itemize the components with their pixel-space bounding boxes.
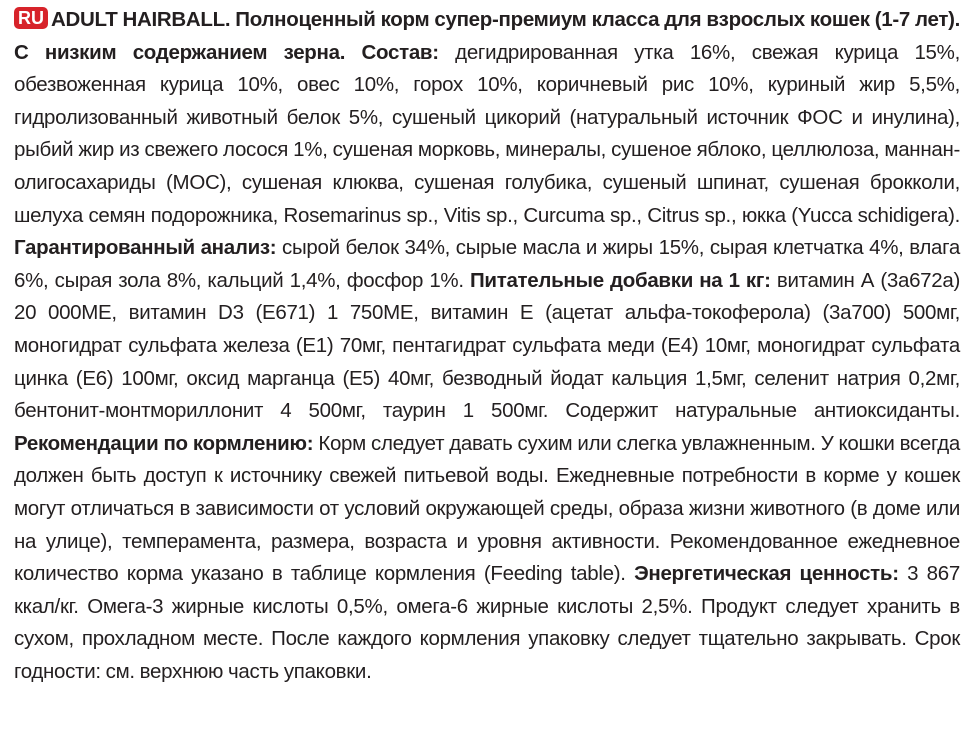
product-headline: ADULT HAIRBALL. Полноценный корм супер-премиум класса для взрослых кошек (1-7 лет). С низким содержанием зерна.	[14, 8, 960, 64]
analysis-text: сырой белок 34%, сырые масла и жиры 15%, сырая клетчатка 4%, влага 6%, сырая зола 8%, кальций 1,4%, фосфор 1%.	[14, 236, 960, 292]
composition-heading: Состав:	[361, 40, 439, 64]
composition-text: дегидрированная утка 16%, свежая курица 15%, обезвоженная курица 10%, овес 10%, горох 10%, коричневый рис 10%, куриный жир 5,5%, гидролизованный животный белок 5%, сушеный цикорий (натуральный источник ФОС и инулина), рыбий жир из свежего лосося 1%, сушеная морковь, минералы, сушеное яблоко, целлюлоза, маннан-олигосахариды (МОС), сушеная клюква, сушеная голубика, сушеный шпинат, сушеная брокколи, шелуха семян подорожника, Rosemarinus sp., Vitis sp., Curcuma sp., Citrus sp., юкка (Yucca schidigera).	[14, 40, 960, 227]
analysis-heading: Гарантированный анализ:	[14, 236, 277, 260]
energy-text: 3 867 ккал/кг. Омега-3 жирные кислоты 0,5%, омега-6 жирные кислоты 2,5%. Продукт следует хранить в сухом, прохладном месте. После каждого кормления упаковку следует тщательно закрывать. Срок годности: см. верхнюю часть упаковки.	[14, 562, 960, 683]
product-description-text	[14, 4, 960, 688]
language-badge: RU	[14, 7, 48, 29]
energy-heading: Энергетическая ценность:	[634, 562, 899, 586]
additives-heading: Питательные добавки на 1 кг:	[469, 268, 771, 292]
feeding-heading: Рекомендации по кормлению:	[14, 431, 314, 455]
feeding-text: Корм следует давать сухим или слегка увлажненным. У кошки всегда должен быть доступ к источнику свежей питьевой воды. Ежедневные потребности в корме у кошек могут отличаться в зависимости от условий окружающей среды, образа жизни животного (в доме или на улице), темперамента, размера, возраста и уровня активности. Рекомендованное ежедневное количество корма указано в таблице кормления (Feeding table).	[14, 431, 961, 586]
additives-text: витамин А (3а672а) 20 000МЕ, витамин D3 (Е671) 1 750МЕ, витамин Е (ацетат альфа-токоферола) (3а700) 500мг, моногидрат сульфата железа (Е1) 70мг, пентагидрат сульфата меди (Е4) 10мг, моногидрат сульфата цинка (Е6) 100мг, оксид марганца (Е5) 40мг, безводный йодат кальция 1,5мг, селенит натрия 0,2мг, бентонит-монтмориллонит 4 500мг, таурин 1 500мг. Содержит натуральные антиоксиданты.	[14, 268, 961, 423]
